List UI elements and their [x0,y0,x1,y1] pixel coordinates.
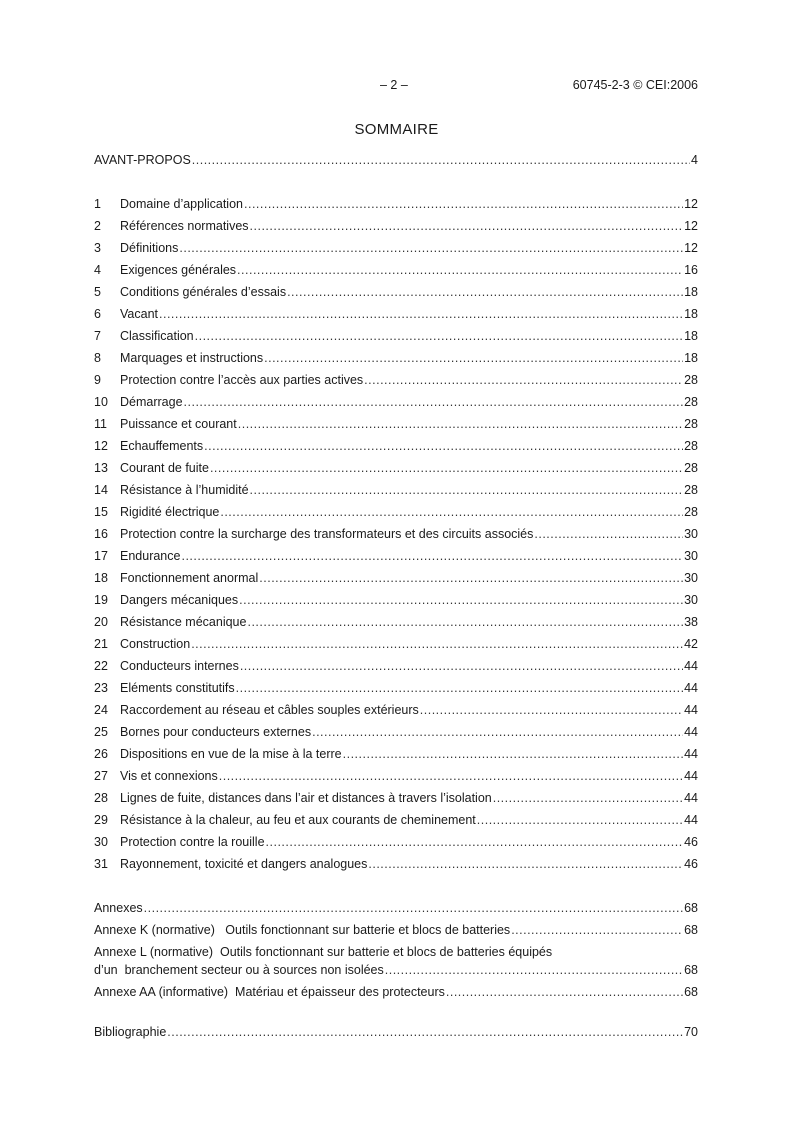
toc-entry-number: 18 [94,571,108,585]
toc-entry-page: 30 [684,527,698,541]
toc-entry-page: 18 [684,329,698,343]
leader-dots [244,193,683,215]
toc-entry-section-29[interactable] [94,809,698,831]
toc-entry-page: 44 [684,791,698,805]
toc-entry-page: 42 [684,637,698,651]
toc-entry-label: Exigences générales [120,263,237,277]
toc-entry-section-4[interactable] [94,259,698,281]
toc-entry-section-23[interactable] [94,677,698,699]
toc-entry-label: Résistance à l’humidité [120,483,249,497]
toc-entry-label: Lignes de fuite, distances dans l’air et distances à travers l’isolation [120,791,492,805]
toc-entry-label: Endurance [120,549,181,563]
leader-dots [191,633,683,655]
toc-entry-annex-k[interactable] [94,919,698,941]
toc-entry-page: 44 [684,659,698,673]
toc-entry-section-26[interactable] [94,743,698,765]
toc-entry-number: 14 [94,483,108,497]
toc-entry-page: 28 [684,395,698,409]
leader-dots [364,369,683,391]
toc-entry-number: 31 [94,857,108,871]
toc-entry-section-6[interactable] [94,303,698,325]
toc-entry-number: 29 [94,813,108,827]
toc-entry-label: Résistance à la chaleur, au feu et aux courants de cheminement [120,813,476,827]
toc-entry-page: 70 [684,1025,698,1039]
leader-dots [210,457,683,479]
toc-entry-number: 21 [94,637,108,651]
toc-entry-label: Vis et connexions [120,769,218,783]
toc-entry-number: 10 [94,395,108,409]
leader-dots [181,545,683,567]
leader-dots [236,677,683,699]
toc-entry-section-27[interactable] [94,765,698,787]
toc-entry-foreword[interactable] [94,149,698,171]
toc-entry-page: 30 [684,571,698,585]
toc-entry-label: Echauffements [120,439,204,453]
toc-entry-section-7[interactable] [94,325,698,347]
toc-entry-page: 18 [684,307,698,321]
leader-dots [534,523,683,545]
toc-entry-number: 24 [94,703,108,717]
leader-dots [167,1021,683,1043]
toc-entry-number: 4 [94,263,101,277]
toc-entry-page: 16 [684,263,698,277]
toc-entry-label: Protection contre la surcharge des transformateurs et des circuits associés [120,527,534,541]
toc-entry-section-22[interactable] [94,655,698,677]
toc-front-matter [94,149,698,171]
toc-entry-number: 9 [94,373,101,387]
toc-entry-page: 44 [684,703,698,717]
toc-entry-label: Construction [120,637,191,651]
toc-entry-number: 23 [94,681,108,695]
toc-entry-section-30[interactable] [94,831,698,853]
toc-entry-label: Dispositions en vue de la mise à la terre [120,747,342,761]
toc-entry-number: 2 [94,219,101,233]
toc-entry-page: 12 [684,241,698,255]
leader-dots [238,413,683,435]
toc-entry-number: 1 [94,197,101,211]
toc-entry-page: 28 [684,417,698,431]
leader-dots [184,391,684,413]
toc-entry-section-11[interactable] [94,413,698,435]
toc-entry-number: 6 [94,307,101,321]
toc-entry-section-21[interactable] [94,633,698,655]
leader-dots [195,325,683,347]
toc-annexes [94,897,698,1003]
leader-dots [204,435,683,457]
leader-dots [420,699,683,721]
toc-entry-page: 18 [684,351,698,365]
toc-entry-number: 30 [94,835,108,849]
leader-dots [312,721,683,743]
toc-entry-label: Dangers mécaniques [120,593,239,607]
header-page-number: – 2 – [380,78,408,92]
toc-entry-section-17[interactable] [94,545,698,567]
toc-entry-page: 30 [684,593,698,607]
toc-entry-label: Annexe K (normative) Outils fonctionnant sur batterie et blocs de batteries [94,923,511,937]
toc-entry-page: 28 [684,505,698,519]
leader-dots [259,567,683,589]
toc-entry-section-24[interactable] [94,699,698,721]
toc-entry-label: Conditions générales d’essais [120,285,287,299]
leader-dots [192,149,690,171]
toc-entry-page: 28 [684,461,698,475]
toc-entry-section-12[interactable] [94,435,698,457]
toc-entry-section-10[interactable] [94,391,698,413]
leader-dots [240,655,683,677]
toc-title: SOMMAIRE [354,121,439,138]
toc-entry-section-25[interactable] [94,721,698,743]
toc-entry-label: Bibliographie [94,1025,167,1039]
leader-dots [239,589,683,611]
toc-entry-section-15[interactable] [94,501,698,523]
toc-entry-section-2[interactable] [94,215,698,237]
leader-dots [343,743,683,765]
toc-entry-label: Fonctionnement anormal [120,571,259,585]
leader-dots [250,479,684,501]
toc-entry-label: Annexes [94,901,143,915]
toc-entry-number: 3 [94,241,101,255]
toc-entry-label: Résistance mécanique [120,615,247,629]
toc-entry-page: 44 [684,769,698,783]
leader-dots [220,501,683,523]
toc-entry-label: Références normatives [120,219,249,233]
leader-dots [179,237,683,259]
toc-entry-page: 4 [691,153,698,167]
toc-sections [94,193,698,875]
leader-dots [477,809,683,831]
leader-dots [264,347,683,369]
toc-entry-number: 7 [94,329,101,343]
leader-dots [219,765,683,787]
toc-entry-section-14[interactable] [94,479,698,501]
toc-entry-section-28[interactable] [94,787,698,809]
toc-entry-annexes[interactable] [94,897,698,919]
toc-entry-page: 28 [684,439,698,453]
toc-entry-section-18[interactable] [94,567,698,589]
leader-dots [237,259,683,281]
toc-entry-number: 11 [94,417,107,431]
toc-entry-number: 16 [94,527,108,541]
toc-entry-number: 20 [94,615,108,629]
toc-entry-label: Classification [120,329,194,343]
toc-entry-page: 38 [684,615,698,629]
toc-entry-page: 46 [684,835,698,849]
leader-dots [159,303,683,325]
toc-entry-number: 12 [94,439,108,453]
toc-entry-page: 44 [684,813,698,827]
toc-entry-section-8[interactable] [94,347,698,369]
toc-entry-section-19[interactable] [94,589,698,611]
toc-entry-page: 68 [684,901,698,915]
toc-entry-label: Eléments constitutifs [120,681,235,695]
toc-entry-label: Courant de fuite [120,461,209,475]
toc-entry-section-13[interactable] [94,457,698,479]
toc-entry-label: Domaine d’application [120,197,243,211]
toc-entry-label: Raccordement au réseau et câbles souples extérieurs [120,703,419,717]
toc-entry-number: 13 [94,461,108,475]
toc-entry-page: 18 [684,285,698,299]
toc-entry-label: Démarrage [120,395,183,409]
toc-entry-number: 19 [94,593,108,607]
toc-entry-label: Puissance et courant [120,417,237,431]
leader-dots [144,897,683,919]
toc-entry-number: 28 [94,791,108,805]
toc-entry-label-line1: Annexe L (normative) Outils fonctionnant sur batterie et blocs de batteries équipés [94,945,553,959]
leader-dots [368,853,683,875]
leader-dots [493,787,683,809]
toc-entry-page: 46 [684,857,698,871]
toc-entry-section-20[interactable] [94,611,698,633]
toc-entry-number: 25 [94,725,108,739]
toc-entry-section-5[interactable] [94,281,698,303]
leader-dots [385,961,683,979]
toc-entry-page: 44 [684,725,698,739]
toc-entry-number: 27 [94,769,108,783]
header-document-reference: 60745-2-3 © CEI:2006 [572,78,698,92]
toc-entry-number: 8 [94,351,101,365]
toc-entry-page: 12 [684,219,698,233]
toc-entry-label: Marquages et instructions [120,351,264,365]
toc-entry-page: 68 [684,985,698,999]
toc-entry-label: Protection contre la rouille [120,835,265,849]
toc-entry-number: 17 [94,549,108,563]
toc-entry-bibliography[interactable] [94,1021,698,1043]
toc-entry-label: Définitions [120,241,179,255]
toc-entry-page: 44 [684,747,698,761]
leader-dots [250,215,684,237]
toc-entry-section-1[interactable] [94,193,698,215]
toc-entry-section-3[interactable] [94,237,698,259]
leader-dots [287,281,683,303]
toc-entry-section-31[interactable] [94,853,698,875]
toc-entry-label: Annexe AA (informative) Matériau et épaisseur des protecteurs [94,985,445,999]
toc-entry-label-line2: d’un branchement secteur ou à sources non isolées [94,963,384,977]
toc-entry-section-9[interactable] [94,369,698,391]
toc-entry-page: 28 [684,373,698,387]
toc-entry-label: Rayonnement, toxicité et dangers analogues [120,857,368,871]
toc-entry-number: 5 [94,285,101,299]
toc-entry-section-16[interactable] [94,523,698,545]
toc-bibliography [94,1021,698,1043]
toc-entry-number: 15 [94,505,108,519]
toc-entry-page: 68 [684,923,698,937]
toc-entry-label: Protection contre l’accès aux parties actives [120,373,364,387]
leader-dots [266,831,684,853]
toc-entry-label: Conducteurs internes [120,659,239,673]
toc-entry-page: 28 [684,483,698,497]
toc-entry-annex-l[interactable] [94,941,698,981]
toc-entry-label: Rigidité électrique [120,505,220,519]
toc-entry-page: 30 [684,549,698,563]
toc-entry-page: 68 [684,963,698,977]
leader-dots [446,981,683,1003]
toc-entry-label: Bornes pour conducteurs externes [120,725,312,739]
toc-entry-annex-aa[interactable] [94,981,698,1003]
toc-entry-number: 26 [94,747,108,761]
toc-entry-label: AVANT-PROPOS [94,153,191,167]
leader-dots [247,611,683,633]
toc-entry-label: Vacant [120,307,158,321]
leader-dots [511,919,683,941]
toc-entry-number: 22 [94,659,108,673]
toc-entry-page: 44 [684,681,698,695]
toc-entry-page: 12 [684,197,698,211]
